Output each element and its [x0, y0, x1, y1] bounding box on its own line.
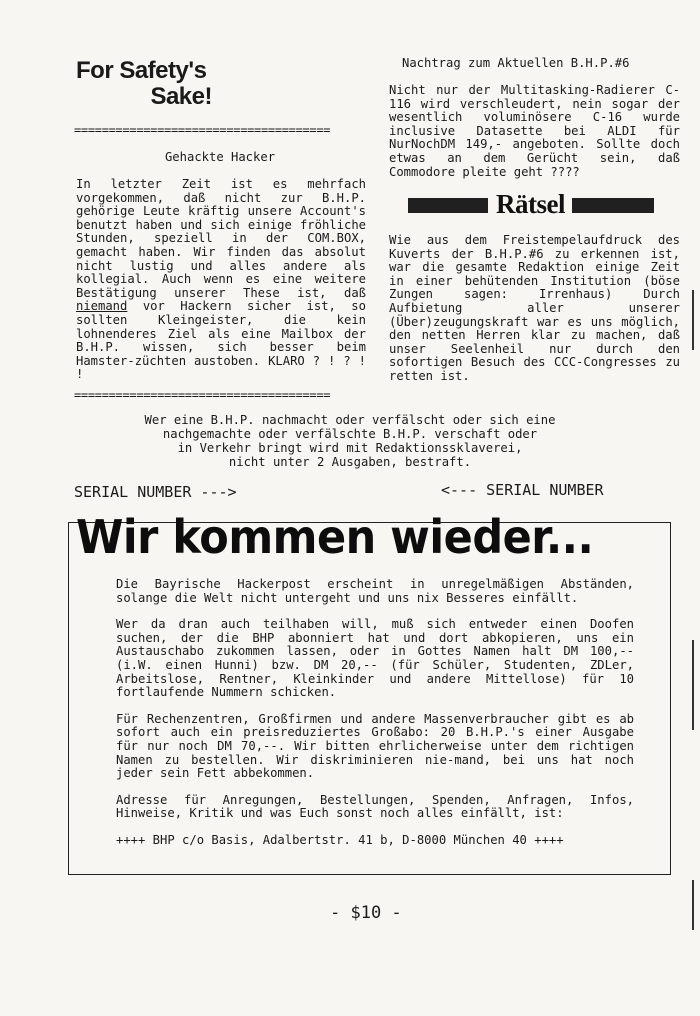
page-number: - $10 -: [330, 903, 402, 923]
addendum-title: Nachtrag zum Aktuellen B.H.P.#6: [402, 56, 630, 70]
article-signoff: KLARO ? ! ? ! !: [76, 353, 367, 382]
article-underlined-word: niemand: [76, 299, 128, 314]
copy-notice-line4: nicht unter 2 Ausgaben, bestraft.: [228, 455, 472, 469]
scan-edge-mark: [692, 880, 694, 930]
copy-notice: [110, 413, 590, 469]
article-text-after: vor Hackern sicher ist, so sollten Kleingeister, die kein lohnenderes Ziel als eine Mailbox der B.H.P. wissen, sich besser beim Hamster-züchten austoben.: [76, 299, 366, 368]
raetsel-bar-right: [572, 198, 654, 213]
scan-edge-mark: [692, 290, 694, 350]
box-body: [116, 578, 634, 848]
box-paragraph-1: Die Bayrische Hackerpost erscheint in unregelmäßigen Abständen, solange die Welt nicht untergeht und uns nix Besseres einfällt.: [116, 577, 634, 605]
box-headline: Wir kommen wieder...: [76, 511, 594, 565]
safety-headline: [76, 58, 216, 110]
article-body: [76, 178, 366, 382]
addendum-text: Nicht nur der Multitasking-Radierer C-116 wird verschleudert, nein sogar der wesentlich voluminösere C-16 wurde inclusive Datasette bei ALDI für NurNochDM 149,- angeboten. Sollte doch etwas an dem Gerücht sein, daß Commodore pleite geht ????: [389, 83, 680, 179]
copy-notice-line1: Wer eine B.H.P. nachmacht oder verfälscht oder sich eine: [144, 413, 556, 427]
safety-headline-line1: For Safety's: [76, 57, 207, 84]
divider-rule: =====================================: [74, 124, 331, 137]
box-address: ++++ BHP c/o Basis, Adalbertstr. 41 b, D-8000 München 40 ++++: [116, 832, 564, 847]
serial-number-right: <--- SERIAL NUMBER: [441, 481, 604, 499]
box-paragraph-4: Adresse für Anregungen, Bestellungen, Spenden, Anfragen, Infos, Hinweise, Kritik und was Euch sonst noch alles einfällt, ist:: [116, 792, 634, 821]
copy-notice-line2: nachgemachte oder verfälschte B.H.P. verschaft oder: [162, 427, 538, 441]
raetsel-text: Wie aus dem Freistempelaufdruck des Kuverts der B.H.P.#6 zu erkennen ist, war die gesamte Redaktion einige Zeit in einer behütenden Institution (böse Zungen sagen: Irrenhaus) Durch Aufbietung aller unserer (Über)zeugungskraft war es uns möglich, den netten Herren klar zu machen, daß unser Seelenheil nur durch den sofortigen Besuch des CCC-Congresses zu retten ist.: [389, 233, 680, 383]
raetsel-bar-left: [408, 198, 488, 213]
scan-edge-mark: [692, 640, 694, 730]
box-paragraph-2: Wer da dran auch teilhaben will, muß sich entweder einen Doofen suchen, der die BHP abonniert hat und dort abkopieren, uns ein Austauschabo zukommen lassen, oder in Gottes Namen halt DM 100,-- (i.W. einen Hunni) bzw. DM 20,-- (für Schüler, Studenten, ZDLer, Arbeitslose, Rentner, Kleinkinder und andere Mittellose) für 10 fortlaufende Nummern schicken.: [116, 617, 634, 700]
article-title: Gehackte Hacker: [164, 150, 276, 164]
raetsel-heading-bar: [408, 189, 654, 219]
safety-headline-line2: Sake!: [150, 83, 212, 110]
article-text-before: In letzter Zeit ist es mehrfach vorgekommen, daß nicht zur B.H.P. gehörige Leute kräftig unsere Account's benutzt haben und sich einige fröhliche Stunden, speziell in der COM.BOX, gemacht haben. Wir finden das absolut nicht lustig und alles andere als kollegial. Auch wenn es eine weitere Bestätigung unserer These ist, daß: [76, 177, 366, 300]
box-paragraph-3: Für Rechenzentren, Großfirmen und andere Massenverbraucher gibt es ab sofort auch ein preisreduziertes Großabo: 20 B.H.P.'s einer Ausgabe für nur noch DM 70,--. Wir bitten ehrlicherweise unter dem richtigen Namen zu bestellen. Wir diskriminieren nie-mand, bei uns hat noch jeder sein Fett abbekommen.: [116, 711, 634, 781]
serial-number-left: SERIAL NUMBER --->: [74, 483, 237, 501]
copy-notice-line3: in Verkehr bringt wird mit Redaktionssklaverei,: [177, 441, 523, 455]
raetsel-heading: Rätsel: [496, 189, 565, 219]
divider-rule: =====================================: [74, 389, 331, 402]
